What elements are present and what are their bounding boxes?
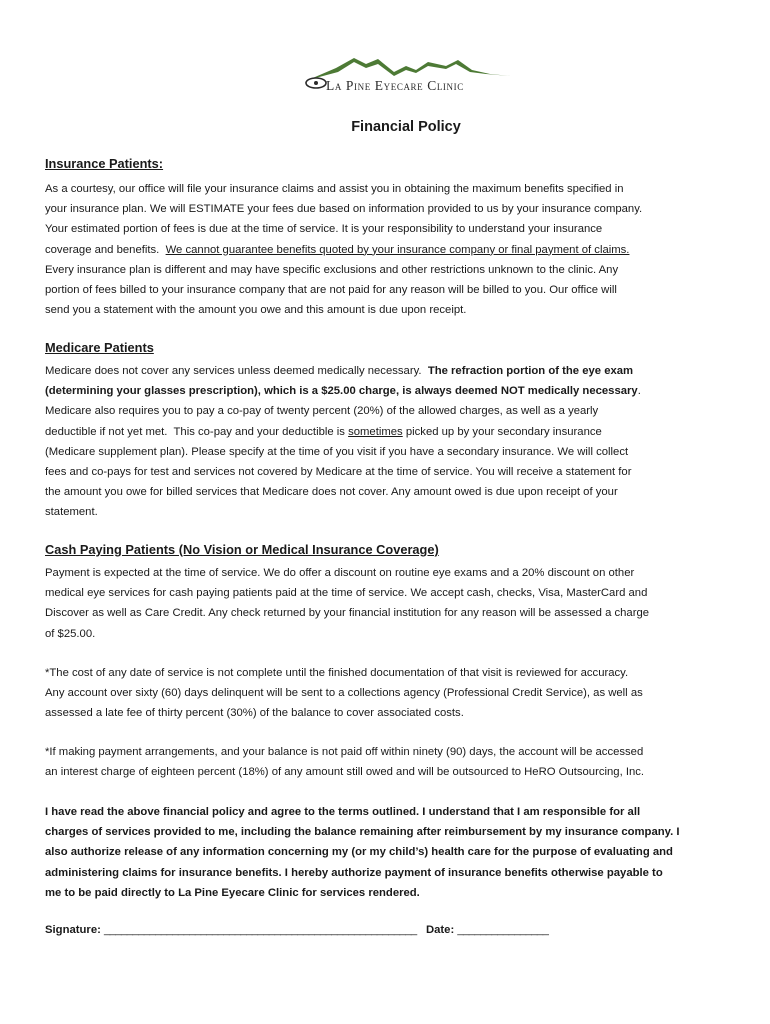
- cash-heading: Cash Paying Patients (No Vision or Medical Insurance Coverage): [45, 542, 439, 557]
- text-line: I have read the above financial policy and agree to the terms outlined. I understand that I am responsible for all: [45, 806, 641, 818]
- refraction-notice: The refraction portion of the eye exam: [427, 365, 634, 377]
- text-line: Payment is expected at the time of service. We do offer a discount on routine eye exams and a 20% discount on other: [45, 567, 635, 579]
- text-line: Medicare also requires you to pay a co-pay of twenty percent (20%) of the allowed charges, as well as a yearly: [45, 405, 599, 418]
- text-line: fees and co-pays for test and services not covered by Medicare at the time of service. You will receive a statement for: [45, 466, 632, 479]
- guarantee-disclaimer: We cannot guarantee benefits quoted by your insurance company or final payment of claims.: [165, 243, 630, 256]
- text-line: medical eye services for cash paying patients paid at the time of service. We accept cash, checks, Visa, MasterCard and: [45, 587, 648, 600]
- text-line: Discover as well as Care Credit. Any check returned by your financial institution for any reason will be assessed a charge: [45, 607, 650, 620]
- agreement-paragraph: [45, 802, 735, 903]
- text-line: Your estimated portion of fees is due at the time of service. It is your responsibility to understand your insurance: [45, 223, 603, 236]
- text-line: Any account over sixty (60) days delinquent will be sent to a collections agency (Professional Credit Service), as well as: [45, 687, 643, 700]
- clinic-logo: [296, 52, 516, 98]
- medicare-paragraph: [45, 361, 735, 523]
- text-segment: coverage and benefits.: [45, 243, 166, 256]
- signature-label: Signature:: [45, 924, 104, 936]
- text-line: assessed a late fee of thirty percent (30%) of the balance to cover associated costs.: [45, 707, 464, 720]
- account-note: [45, 663, 735, 724]
- text-line: portion of fees billed to your insurance company that are not paid for any reason will be billed to you. Our office will: [45, 284, 617, 297]
- text-line: *The cost of any date of service is not complete until the finished documentation of that visit is reviewed for accuracy.: [45, 667, 629, 679]
- payment-arrangement-note: [45, 742, 735, 782]
- text-line: As a courtesy, our office will file your insurance claims and assist you in obtaining the maximum benefits specified in: [45, 183, 624, 195]
- text-line: *If making payment arrangements, and your balance is not paid off within ninety (90) days, the account will be accessed: [45, 746, 644, 758]
- text-line: send you a statement with the amount you owe and this amount is due upon receipt.: [45, 304, 467, 317]
- signature-field[interactable]: _______________________________________________________: [104, 924, 417, 936]
- date-label: Date:: [416, 924, 458, 936]
- text-line: your insurance plan. We will ESTIMATE your fees due based on information provided to us by your insurance company.: [45, 203, 643, 216]
- text-line: administering claims for insurance benefits. I hereby authorize payment of insurance benefits otherwise payable to: [45, 866, 663, 879]
- text-segment: .: [637, 385, 641, 398]
- text-line: the amount you owe for billed services that Medicare does not cover. Any amount owed is due upon receipt of your: [45, 486, 618, 499]
- signature-row: [45, 924, 548, 936]
- text-segment: picked up by your secondary insurance: [402, 425, 602, 438]
- clinic-name: La Pine Eyecare Clinic: [326, 78, 464, 93]
- insurance-heading: Insurance Patients:: [45, 156, 164, 171]
- cash-paragraph: [45, 563, 735, 644]
- refraction-notice-cont: (determining your glasses prescription), which is a $25.00 charge, is always deemed NOT medically necessary: [45, 385, 638, 398]
- text-line: [45, 361, 735, 381]
- text-line: an interest charge of eighteen percent (18%) of any amount still owed and will be outsourced to HeRO Outsourcing, Inc.: [45, 766, 645, 779]
- text-line: [45, 381, 735, 401]
- text-line: also authorize release of any information concerning my (or my child’s) health care for the purpose of evaluating and: [45, 846, 673, 859]
- sometimes-emphasis: sometimes: [348, 425, 403, 438]
- text-line: charges of services provided to me, including the balance remaining after reimbursement by my insurance company. I: [45, 826, 680, 839]
- text-line: [45, 422, 735, 442]
- text-line: of $25.00.: [45, 627, 96, 640]
- date-field[interactable]: ________________: [457, 924, 549, 936]
- text-segment: Medicare does not cover any services unless deemed medically necessary.: [45, 365, 428, 377]
- text-line: [45, 240, 735, 260]
- text-line: me to be paid directly to La Pine Eyecare Clinic for services rendered.: [45, 886, 420, 899]
- text-segment: deductible if not yet met. This co-pay and your deductible is: [45, 425, 349, 438]
- insurance-paragraph: [45, 179, 735, 320]
- text-line: statement.: [45, 506, 98, 519]
- medicare-heading: Medicare Patients: [45, 340, 154, 355]
- page-title: Financial Policy: [351, 119, 461, 135]
- text-line: Every insurance plan is different and may have specific exclusions and other restrictions unknown to the clinic. Any: [45, 263, 619, 276]
- text-line: (Medicare supplement plan). Please specify at the time of you visit if you have a secondary insurance. We will collect: [45, 445, 629, 458]
